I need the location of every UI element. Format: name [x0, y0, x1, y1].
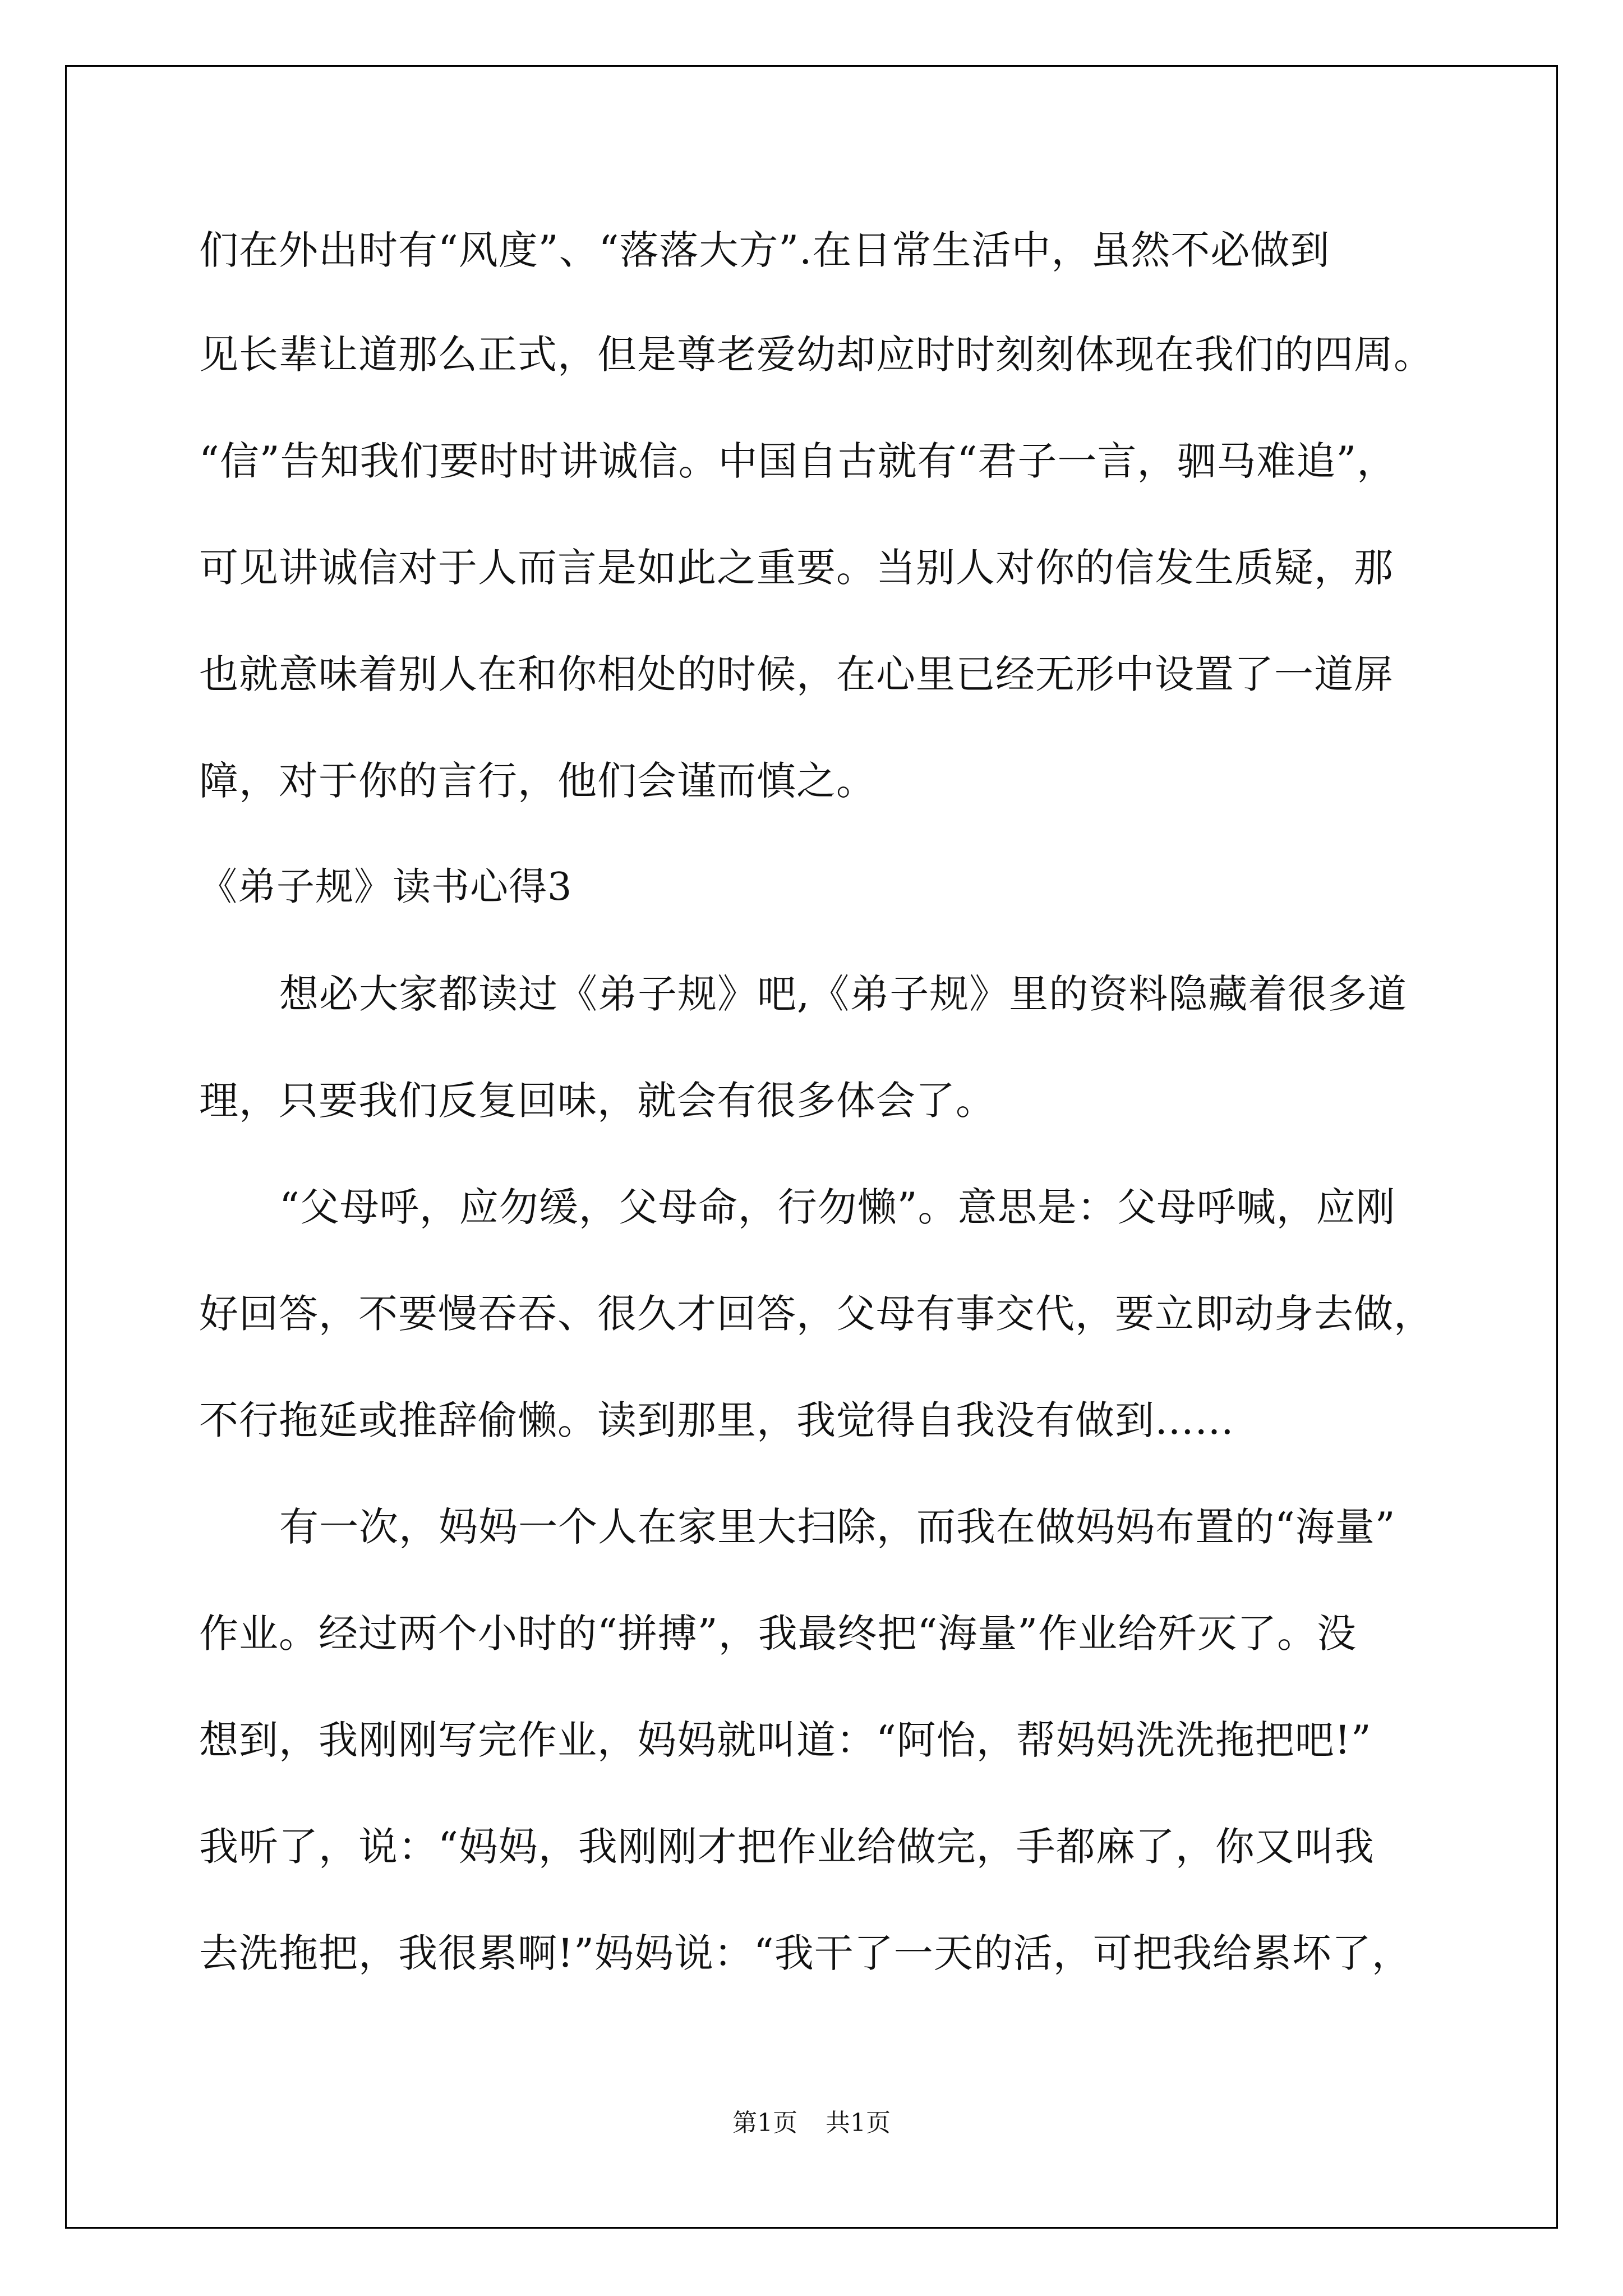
- text-line-8: 想必大家都读过《弟子规》吧,《弟子规》里的资料隐藏着很多道: [279, 971, 1408, 1017]
- text-line-3: “信”告知我们要时时讲诚信。中国自古就有“君子一言，驷马难追”，: [199, 438, 1397, 484]
- text-line-10: “父母呼，应勿缓，父母命，行勿懒”。意思是：父母呼喊，应刚: [279, 1184, 1396, 1230]
- text-line-13: 有一次，妈妈一个人在家里大扫除，而我在做妈妈布置的“海量”: [279, 1504, 1396, 1550]
- text-line-17: 去洗拖把，我很累啊!”妈妈说：“我干了一天的活，可把我给累坏了，: [199, 1930, 1412, 1976]
- section-heading: 《弟子规》读书心得3: [199, 865, 573, 909]
- text-line-2: 见长辈让道那么正式，但是尊老爱幼却应时时刻刻体现在我们的四周。: [199, 332, 1433, 378]
- text-line-14: 作业。经过两个小时的“拼搏”，我最终把“海量”作业给歼灭了。没: [199, 1611, 1357, 1657]
- page-total: 共1页: [826, 2109, 891, 2137]
- text-line-4: 可见讲诚信对于人而言是如此之重要。当别人对你的信发生质疑，那: [199, 545, 1394, 591]
- text-line-12: 不行拖延或推辞偷懒。读到那里，我觉得自我没有做到……: [199, 1397, 1234, 1443]
- text-line-5: 也就意味着别人在和你相处的时候，在心里已经无形中设置了一道屏: [199, 651, 1394, 697]
- text-line-15: 想到，我刚刚写完作业，妈妈就叫道：“阿怡，帮妈妈洗洗拖把吧!”: [199, 1717, 1372, 1763]
- page-footer: [0, 2106, 1623, 2140]
- page-border: [65, 65, 1558, 2229]
- text-line-16: 我听了，说：“妈妈，我刚刚才把作业给做完，手都麻了，你又叫我: [199, 1824, 1375, 1870]
- text-line-1: 们在外出时有“风度”、“落落大方”.在日常生活中，虽然不必做到: [199, 227, 1330, 273]
- page-number: 第1页: [732, 2109, 797, 2137]
- text-line-6: 障，对于你的言行，他们会谨而慎之。: [199, 758, 876, 804]
- text-line-9: 理，只要我们反复回味，就会有很多体会了。: [199, 1078, 995, 1124]
- text-line-11: 好回答，不要慢吞吞、很久才回答，父母有事交代，要立即动身去做，: [199, 1291, 1433, 1337]
